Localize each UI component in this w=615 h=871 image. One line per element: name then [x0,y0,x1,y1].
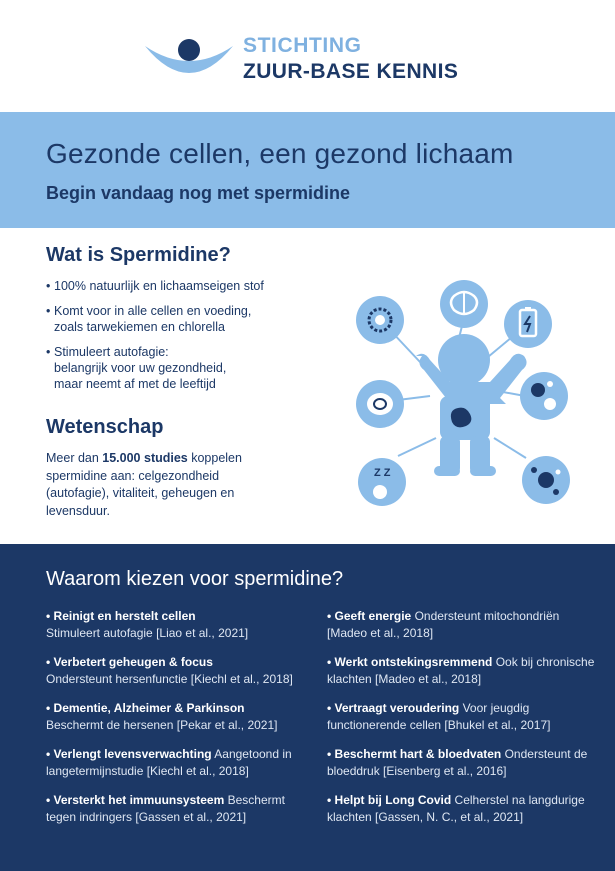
science-text: Meer dan 15.000 studies koppelen spermidine aan: celgezondheid (autofagie), vitaliteit, geheugen en levensduur. [46,451,242,518]
what-heading: Wat is Spermidine? [46,244,231,266]
brain-icon [440,280,488,328]
brand-name-line1: STICHTING [243,34,362,57]
svg-text:Z Z: Z Z [374,467,391,479]
benefit-item: • Verlengt levensverwachting Aangetoond in langetermijnstudie [Kiechl et al., 2018] [46,747,292,778]
benefit-item: • Helpt bij Long Covid Celherstel na langdurige klachten [Gassen, N. C., et al., 2021] [327,793,585,824]
virus-icon [522,456,570,504]
list-item: • Stimuleert autofagie: belangrijk voor uw gezondheid, maar neemt af met de leeftijd [46,344,316,392]
benefit-item: • Beschermt hart & bloedvaten Ondersteunt de bloeddruk [Eisenberg et al., 2016] [327,747,588,778]
benefit-item: • Geeft energie Ondersteunt mitochondriën [Madeo et al., 2018] [327,609,560,640]
sleep-icon [358,458,406,506]
battery-icon [504,300,552,348]
benefit-item: • Dementie, Alzheimer & Parkinson Beschermt de hersenen [Pekar et al., 2021] [46,701,278,732]
benefit-item: • Verbetert geheugen & focus Ondersteunt hersenfunctie [Kiechl et al., 2018] [46,655,293,686]
immune-cells-icon [520,372,568,420]
benefit-item: • Versterkt het immuunsysteem Beschermt tegen indringers [Gassen et al., 2021] [46,793,285,824]
list-item: • Komt voor in alle cellen en voeding, zoals tarwekiemen en chlorella [46,303,316,335]
hero-banner [0,112,615,228]
header [0,0,615,112]
benefits-left-column [46,608,316,838]
why-section [0,544,615,871]
brand-name-line2: ZUUR-BASE KENNIS [243,60,459,83]
health-illustration [350,278,580,508]
hero-subtitle: Begin vandaag nog met spermidine [46,183,351,203]
list-item: • 100% natuurlijk en lichaamseigen stof [46,278,316,294]
benefit-item: • Reinigt en herstelt cellen Stimuleert autofagie [Liao et al., 2021] [46,609,249,640]
figure-person-icon [416,334,527,476]
why-heading: Waarom kiezen voor spermidine? [46,568,344,590]
hero-title: Gezonde cellen, een gezond lichaam [46,138,514,169]
logo-eye-icon [143,36,235,84]
benefits-right-column [327,608,597,838]
cells-icon [356,296,404,344]
benefit-item: • Werkt ontstekingsremmend Ook bij chronische klachten [Madeo et al., 2018] [327,655,595,686]
info-section [0,228,615,544]
gut-icon [356,380,404,428]
science-heading: Wetenschap [46,416,164,438]
what-bullet-list [46,278,316,401]
benefit-item: • Vertraagt veroudering Voor jeugdig functionerende cellen [Bhukel et al., 2017] [327,701,551,732]
